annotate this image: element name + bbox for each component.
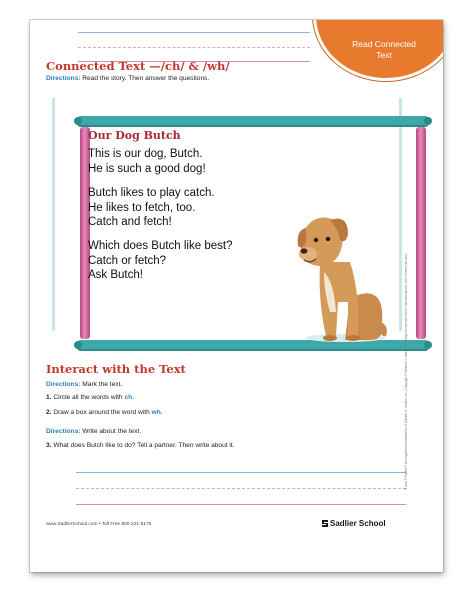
right-scroll-rod [416,127,426,339]
question-3 [46,442,235,449]
name-line-middle [78,47,310,48]
question-text: Circle all the words with [53,394,123,401]
sadlier-logo-icon [322,519,329,528]
directions-label: Directions: [46,75,81,82]
question-end: . [132,394,134,401]
question-text: What does Butch like to do? Tell a partner. Then write about it. [53,442,235,449]
write-directions [46,428,141,435]
story-line: Which does Butch like best? [88,240,233,252]
directions-text: Read the story. Then answer the questions. [82,75,210,82]
bar-end-icon [74,341,82,349]
copyright-side: © and ® Sadlier® are registered trademarks of William H. Sadlier, Inc. Copyright © William H. Sadlier, Inc. May be reproduced for educational use (not commercial use). [404,253,408,490]
story-paragraph-2 [88,186,215,230]
directions-text: Write about the text. [82,428,142,435]
question-2 [46,409,163,416]
directions-text: Mark the text. [82,381,123,388]
question-1 [46,394,134,401]
directions-label: Directions: [46,381,81,388]
sadlier-logo: Sadlier School [330,519,386,528]
interact-title: Interact with the Text [46,362,186,376]
bar-end-icon [424,341,432,349]
story-line: He is such a good dog! [88,162,206,175]
story-line: Ask Butch! [88,269,143,281]
interact-directions [46,381,122,388]
question-text: Draw a box around the word with [53,409,150,416]
question-number: 1. [46,394,52,401]
dog-illustration [290,212,400,352]
story-line: Butch likes to play catch. [88,187,215,199]
story-line: This is our dog, Butch. [88,148,203,160]
keyword-wh: wh [151,409,161,416]
badge-line-1: Read Connected [352,39,416,49]
bar-end-icon [424,117,432,125]
story-line: He likes to fetch, too. [88,201,196,214]
writing-line-middle [76,488,406,489]
keyword-ch: ch [124,394,133,401]
badge-label [330,39,438,61]
writing-line-bottom [76,504,406,505]
badge-line-2: Text [376,50,392,60]
story-line: Catch or fetch? [88,254,166,267]
story-title: Our Dog Butch [88,129,181,142]
bar-end-icon [74,117,82,125]
page-title: Connected Text —/ch/ & /wh/ [46,59,230,73]
directions-label: Directions: [46,428,81,435]
name-line-top [78,32,310,33]
top-bar [77,116,429,127]
story-paragraph-3 [88,239,232,283]
question-end: . [160,409,163,416]
footer-contact: www.SadlierSchool.com • Toll Free 800-221-5175 [46,522,152,527]
story-paragraph-1 [88,147,206,176]
question-number: 3. [46,442,52,449]
directions-1 [46,75,209,82]
story-line: Catch and fetch! [88,216,172,228]
question-number: 2. [46,409,52,416]
writing-line-top [76,472,406,473]
